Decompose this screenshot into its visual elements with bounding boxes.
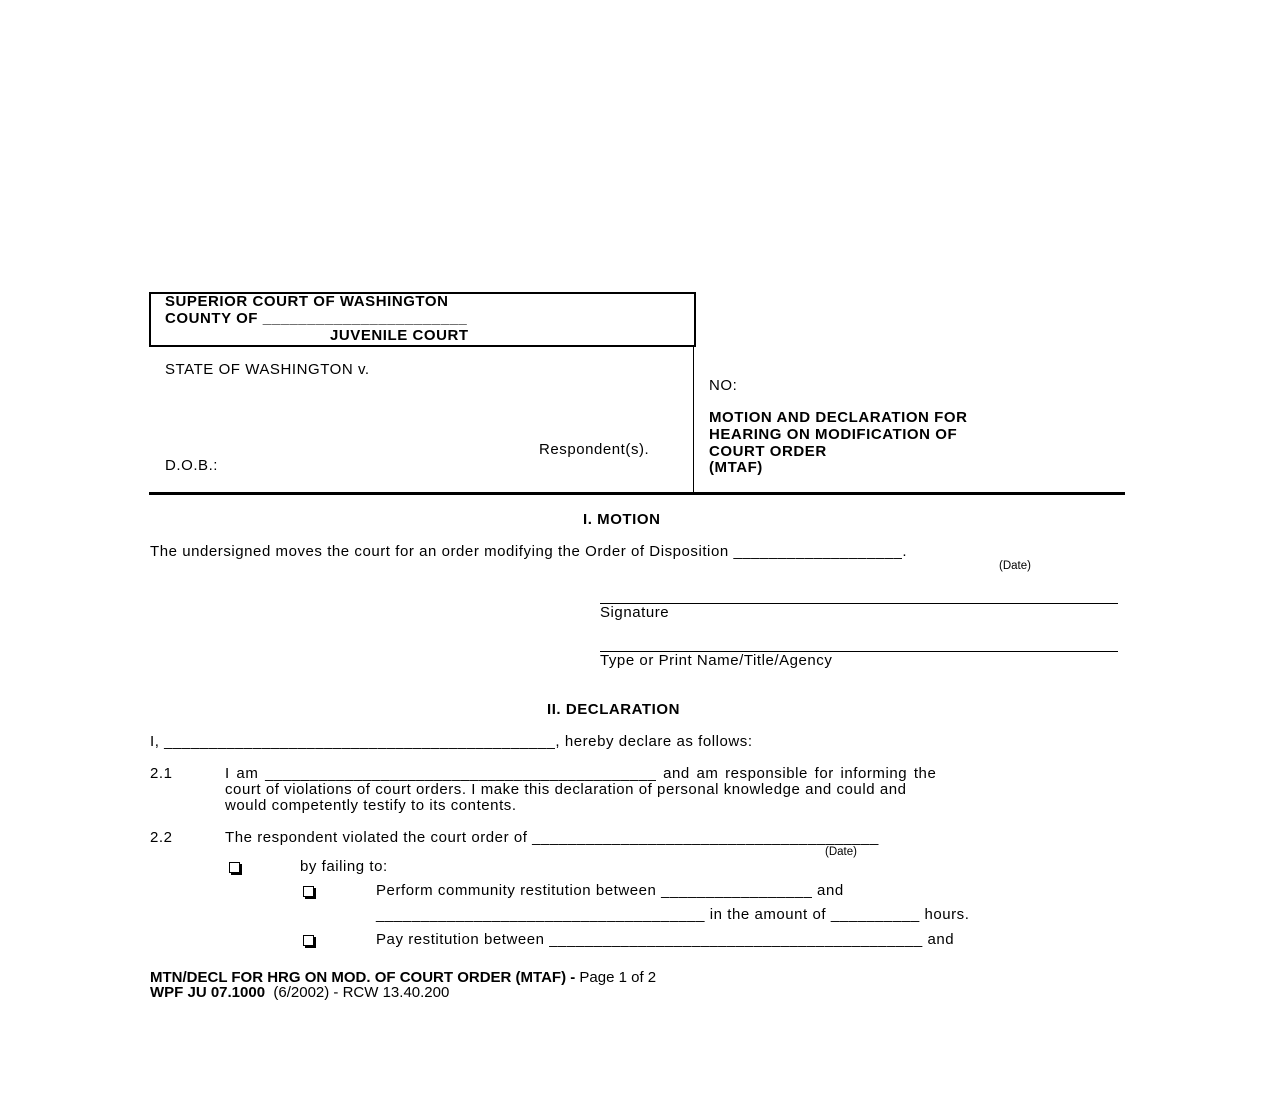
caption-divider (693, 345, 694, 493)
pay-restitution-text: Pay restitution between __________________________________________ and (376, 931, 955, 948)
paragraph-2-1-number: 2.1 (150, 765, 173, 782)
paragraph-2-1-line-3: would competently testify to its contents. (225, 797, 517, 814)
form-title-line-2: HEARING ON MODIFICATION OF (709, 426, 958, 443)
footer-line-2 (150, 984, 449, 1001)
footer-page-number: Page 1 of 2 (575, 969, 657, 986)
paragraph-2-1-line-2: court of violations of court orders. I make this declaration of personal knowledge and could and (225, 781, 907, 798)
signature-label: Signature (600, 604, 670, 621)
footer-revision: (6/2002) - RCW 13.40.200 (265, 984, 450, 1001)
paragraph-2-2-text: The respondent violated the court order of _______________________________________ (225, 829, 879, 846)
motion-heading: I. MOTION (583, 511, 661, 528)
signature-line[interactable] (600, 603, 1118, 604)
county-line: COUNTY OF _______________________ (165, 310, 468, 327)
community-restitution-line-2: _____________________________________ in the amount of __________ hours. (376, 906, 970, 923)
community-restitution-line-1: Perform community restitution between _________________ and (376, 882, 844, 899)
form-title-line-1: MOTION AND DECLARATION FOR (709, 409, 968, 426)
respondent-label: Respondent(s). (539, 441, 650, 458)
failing-to-checkbox[interactable] (229, 862, 240, 873)
paragraph-2-2-number: 2.2 (150, 829, 173, 846)
paragraph-2-1-line-1: I am ____________________________________________ and am responsible for informing the (225, 765, 937, 782)
motion-date-label: (Date) (999, 560, 1031, 572)
court-name: SUPERIOR COURT OF WASHINGTON (165, 293, 449, 310)
form-title-line-3: COURT ORDER (709, 443, 827, 460)
form-title-line-4: (MTAF) (709, 459, 763, 476)
party-name: STATE OF WASHINGTON v. (165, 361, 370, 378)
declaration-intro: I, ____________________________________________, hereby declare as follows: (150, 733, 753, 750)
juvenile-court: JUVENILE COURT (330, 327, 469, 344)
motion-text: The undersigned moves the court for an order modifying the Order of Disposition ___________________. (150, 543, 908, 560)
footer-form-number: WPF JU 07.1000 (150, 984, 266, 1001)
declaration-heading: II. DECLARATION (547, 701, 680, 718)
community-restitution-checkbox[interactable] (303, 886, 314, 897)
print-name-label: Type or Print Name/Title/Agency (600, 652, 833, 669)
case-number-label: NO: (709, 377, 738, 394)
paragraph-2-2-date-label: (Date) (825, 846, 857, 858)
failing-to-label: by failing to: (300, 858, 388, 875)
pay-restitution-checkbox[interactable] (303, 935, 314, 946)
footer-form-title: MTN/DECL FOR HRG ON MOD. OF COURT ORDER (MTAF) - (150, 969, 576, 986)
dob-label: D.O.B.: (165, 457, 219, 474)
caption-bottom-rule (149, 492, 1125, 495)
